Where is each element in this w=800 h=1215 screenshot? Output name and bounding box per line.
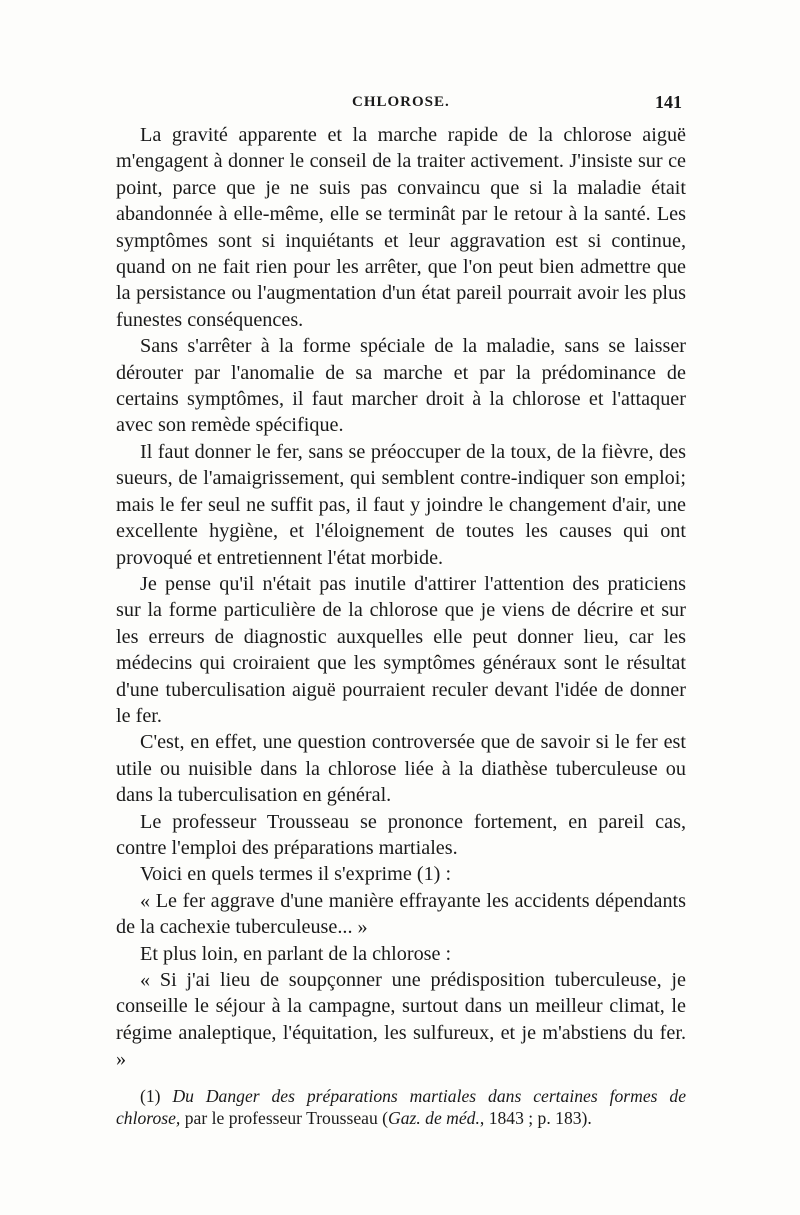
page-number: 141 <box>655 92 682 112</box>
footnote <box>116 1085 686 1129</box>
footnote-journal: Gaz. de méd. <box>388 1107 480 1128</box>
paragraph: Le professeur Trousseau se prononce fortement, en pareil cas, contre l'emploi des préparations martiales. <box>116 810 686 859</box>
footnote-marker: (1) <box>140 1085 161 1106</box>
page <box>116 92 686 1129</box>
running-title: CHLOROSE. <box>352 94 450 110</box>
quotation: « Si j'ai lieu de soupçonner une prédisposition tuberculeuse, je conseille le séjour à la campagne, surtout dans un meilleur climat, le régime analeptique, l'équitation, les sulfureux, et je m'abstiens du fer. » <box>116 969 686 1071</box>
paragraph: Je pense qu'il n'était pas inutile d'attirer l'attention des praticiens sur la forme particulière de la chlorose que je viens de décrire et sur les erreurs de diagnostic auxquelles elle peut donner lieu, car les médecins qui croiraient que les symptômes généraux sont le résultat d'une tuberculisation aiguë pourraient reculer devant l'idée de donner le fer. <box>116 572 686 727</box>
body-text <box>116 122 686 1073</box>
paragraph: La gravité apparente et la marche rapide de la chlorose aiguë m'engagent à donner le conseil de la traiter activement. J'insiste sur ce point, parce que je ne suis pas convaincu que si la maladie était abandonnée à elle-même, elle se terminât par le retour à la santé. Les symptômes sont si inquiétants et leur aggravation est si continue, quand on ne fait rien pour les arrêter, que l'on peut bien admettre que la persistance ou l'augmentation d'un état pareil pourrait avoir les plus funestes conséquences. <box>116 124 686 331</box>
footnote-details: , 1843 ; p. 183). <box>479 1107 592 1128</box>
quotation: « Le fer aggrave d'une manière effrayante les accidents dépendants de la cachexie tuberculeuse... » <box>116 889 686 939</box>
paragraph: Voici en quels termes il s'exprime (1) : <box>140 863 452 886</box>
running-head <box>116 92 686 122</box>
paragraph: Sans s'arrêter à la forme spéciale de la maladie, sans se laisser dérouter par l'anomalie de sa marche et par la prédominance de certains symptômes, il faut marcher droit à la chlorose et l'attaquer avec son remède spécifique. <box>116 335 686 437</box>
paragraph: Il faut donner le fer, sans se préoccuper de la toux, de la fièvre, des sueurs, de l'amaigrissement, qui semblent contre-indiquer son emploi; mais le fer seul ne suffit pas, il faut y joindre le changement d'air, une excellente hygiène, et l'éloignement de toutes les causes qui ont provoqué et entretiennent l'état morbide. <box>116 440 686 569</box>
footnote-title: Du Danger des préparations martiales dans certaines formes de chlorose, <box>116 1085 687 1128</box>
paragraph: Et plus loin, en parlant de la chlorose : <box>140 942 452 965</box>
paragraph: C'est, en effet, une question controversée que de savoir si le fer est utile ou nuisible dans la chlorose liée à la diathèse tuberculeuse ou dans la tuberculisation en général. <box>116 731 686 807</box>
footnote-author: par le professeur Trousseau ( <box>184 1107 389 1128</box>
